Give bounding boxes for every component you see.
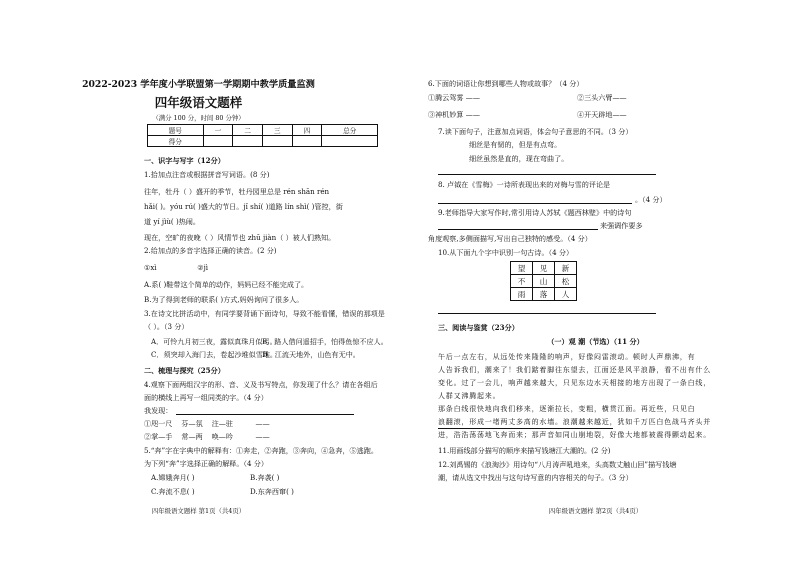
passage-line: 进，浩浩荡荡地飞奔而来；那声音如同山崩地裂，好像大地都被震得颤动起来。: [438, 431, 711, 439]
grid-cell: 雨: [511, 288, 533, 301]
passage-line: 那条白线很快地向我们移来，逐渐拉长，变粗，横贯江面。再近些，只见白: [438, 405, 696, 413]
question-12: 12.刘禹锡的《浪淘沙》用诗句“八月涛声吼地来，头高数丈触山回”描写钱塘: [438, 460, 677, 469]
passage-underline: [438, 428, 613, 429]
score-header: 二: [233, 125, 263, 136]
question-3: 3.在诗文比拼活动中，有同学要背诵下面诗句，导致不能看懂，错误的那项是: [144, 309, 385, 318]
question-9-cont: 角度观察,多侧面描写,写出自己独特的感受。（4 分）: [428, 234, 592, 243]
q6-item-a: ①腾云驾雾 ——: [428, 93, 480, 102]
score-time: （满分 100 分，时间 80 分钟）: [152, 114, 245, 122]
q7-sentence-1: 细丝是有韧的，但是有点弯。: [469, 140, 562, 149]
question-10: 10.从下面九个字中识别一句古诗。（4 分）: [438, 248, 574, 257]
left-footer: 四年级语文题样 第1页（共4页）: [151, 507, 246, 515]
q5-item-d: D.东奔西窜( ): [250, 487, 294, 496]
question-4-cont: 面的横线上再写一组同类的字。（4 分）: [144, 393, 268, 402]
q9-answer-line[interactable]: [438, 229, 598, 230]
q3-paren: （ ）。（3 分）: [144, 322, 189, 331]
q1-line-2: hǎi( )。yóu rú( )盛大的节日。jǐ shí( )道路 lín shì( )管控，街: [144, 202, 343, 211]
question-7: 7.读下面句子，注意加点词语，体会句子意思的不同。（3 分）: [438, 127, 633, 136]
score-cell[interactable]: [322, 136, 378, 147]
score-header: 四: [292, 125, 322, 136]
q7-answer-line[interactable]: [438, 174, 656, 175]
grid-cell: 人: [555, 288, 577, 301]
grid-cell: 松: [555, 275, 577, 288]
q7-sentence-2: 细丝虽然是直的，现在弯曲了。: [469, 154, 569, 163]
paper-title: 四年级语文题样: [154, 95, 243, 110]
score-header: 一: [203, 125, 233, 136]
q8-answer-line[interactable]: [438, 203, 632, 204]
passage-line: 变化。过了一会儿，响声越来越大，只见东边水天相接的地方出现了一条白线，: [438, 379, 711, 387]
grid-cell: 不: [511, 275, 533, 288]
q4-group-1: ①咫一尺 芬—氛 注—驻 ——: [144, 419, 270, 428]
q5-item-a: A.嫦娥奔月( ): [151, 473, 195, 482]
q6-item-d: ④开天辟地——: [577, 110, 627, 119]
score-header: 题号: [148, 125, 204, 136]
question-9: 9.老师指导大家写作时,常引用诗人苏轼《题西林壁》中的诗句: [438, 208, 632, 217]
q1-line-3: 道 yí jìù( )热闹。: [144, 217, 200, 226]
grid-cell: 新: [555, 262, 577, 275]
passage-line: 人告诉我们，潮来了！我们踮着脚往东望去，江面还是风平浪静，看不出有什么: [438, 366, 711, 374]
q1-line-4: 现在，空旷的夜晚（ ）风情节也 zhū jiàn（ ）被人们熟知。: [144, 233, 336, 242]
score-cell[interactable]: [233, 136, 263, 147]
q5-item-c: C.奔流不息( ): [151, 487, 195, 496]
question-12-cont: 潮，请从选文中找出与这句诗写意的内容相关的句子。（3 分）: [438, 473, 633, 482]
section-3-heading: 三、阅读与鉴赏（23分）: [438, 323, 519, 332]
question-5-cont: 为下列“奔”字选择正确的解释。（4 分）: [144, 459, 268, 468]
q2-options: ①xì ②jì: [144, 263, 209, 272]
section-1-heading: 一、识字与写字（12分）: [144, 156, 225, 165]
q6-item-c: ③神机妙算 ——: [428, 110, 480, 119]
passage-line-underlined: 浪翻滚，形成一堵两丈多高的水墙。浪潮越来越近，犹如千万匹白色战马齐头并: [438, 418, 711, 426]
q3-option-b: B．路人借问遥招手，怕得鱼惊不应人。: [262, 337, 388, 346]
q8-number: 8.: [438, 180, 445, 189]
score-row-label: 得分: [148, 136, 204, 147]
question-1: 1.拾加点注音或根据拼音写词语。(8 分): [144, 170, 270, 179]
question-6: 6.下面的词语让你想到哪些人物或故事？（4 分）: [428, 79, 584, 88]
passage-title: （一）观 潮（节选）（11 分）: [547, 337, 644, 346]
q8-end: 。（4 分）: [635, 195, 667, 204]
section-2-heading: 二、梳理与探究（25分）: [144, 366, 225, 375]
q9-tail: 来强调作要多: [600, 221, 643, 230]
question-11: 11.用画线部分描写的顺序来描写钱塘江大潮的。(2 分): [438, 446, 611, 455]
grid-cell: 见: [533, 262, 555, 275]
grid-cell: 望: [511, 262, 533, 275]
character-grid: [510, 261, 577, 301]
q6-item-b: ②三头六臂——: [577, 93, 627, 102]
question-8: 卢钺在《雪梅》一诗所表现出来的对梅与雪的评论是: [447, 180, 611, 189]
q3-option-d: D．江流天地外，山色有无中。: [262, 350, 360, 359]
question-5: 5.“奔”字在字典中的解释有：①奔走，②奔跑，③奔向，④急奔，⑤逃跑。: [144, 446, 378, 455]
score-cell[interactable]: [203, 136, 233, 147]
question-4: 4.观察下面两组汉字的形、音、义及书写特点，你发现了什么？请在各组后: [144, 380, 378, 389]
score-cell[interactable]: [292, 136, 322, 147]
passage-line: 人群又沸腾起来。: [438, 392, 501, 400]
right-page: [397, 0, 794, 561]
q5-item-b: B.奔袭( ): [250, 473, 280, 482]
q3-option-c: C．须突却入海门去，卷起沙堆似雪堆。: [151, 350, 278, 359]
q2-item-b: B.为了得到老师的联系( )方式,妈妈询问了很多人。: [144, 295, 304, 304]
score-header: 总分: [322, 125, 378, 136]
score-table: [147, 124, 378, 147]
passage-line: 午后一点左右，从远处传来隆隆的响声，好像闷雷滚动。顿时人声鼎沸，有: [438, 353, 696, 361]
q3-option-a: A．可怜九月初三夜，露似真珠月似弓。: [151, 337, 277, 346]
q4-answer-line[interactable]: [176, 414, 354, 415]
q1-line-1: 往年，牡丹（ ）盛开的季节，牡丹园里总是 rén shān rén: [144, 187, 330, 196]
right-footer: 四年级语文题样 第2页（共4页）: [548, 507, 643, 515]
grid-cell: 落: [533, 288, 555, 301]
question-2: 2.给加点的多音字选择正确的读音。(2 分): [144, 246, 277, 255]
q2-item-a: A.系( )鞋带这个简单的动作，妈妈已经不能完成了。: [144, 280, 309, 289]
q4-find-label: 我发现：: [144, 406, 173, 415]
grid-cell: 山: [533, 275, 555, 288]
q4-group-2: ②掌—手 常—两 唤—吟 ——: [144, 432, 270, 441]
score-cell[interactable]: [262, 136, 292, 147]
score-header: 三: [262, 125, 292, 136]
exam-title: 2022-2023 学年度小学联盟第一学期期中教学质量监测: [82, 79, 315, 90]
q10-answer-line[interactable]: [438, 313, 656, 314]
